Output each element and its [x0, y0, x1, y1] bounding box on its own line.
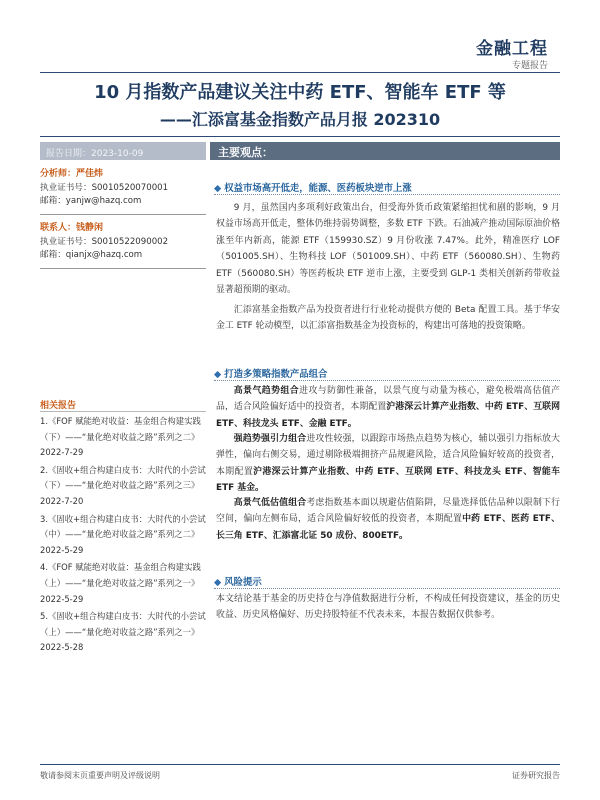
- related-report-item[interactable]: 3.《固收+组合构建白皮书：大时代的小尝试（中）——“量化绝对收益之路”系列之二》2022-5-29: [40, 513, 206, 555]
- portfolio-picks: 沪港深云计算产业指数、中药 ETF、互联网 ETF、科技龙头 ETF、智能车 ETF 基金。: [216, 466, 560, 494]
- footer-disclaimer: 敬请参阅末页重要声明及评级说明: [40, 771, 160, 780]
- related-divider: [40, 411, 206, 412]
- analyst-block: [40, 166, 206, 208]
- section-heading-market: ◆ 权益市场高开低走，能源、医药板块逆市上涨: [214, 183, 412, 194]
- analyst-license: 执业证书号：S0010520070001: [40, 183, 169, 193]
- related-report-item[interactable]: 1.《FOF 赋能绝对收益：基金组合构建实践（下）——“量化绝对收益之路”系列之二》2022-7-29: [40, 416, 201, 458]
- footer-label: 证券研究报告: [512, 771, 560, 780]
- section-divider: [214, 380, 560, 381]
- analyst-name: 分析师：严佳炜: [40, 169, 104, 179]
- report-title: 10 月指数产品建议关注中药 ETF、智能车 ETF 等: [94, 82, 506, 103]
- header-divider: [40, 72, 560, 73]
- related-report-item[interactable]: 2.《固收+组合构建白皮书：大时代的小尝试（下）——“量化绝对收益之路”系列之三》2022-7-20: [40, 464, 206, 506]
- related-report-item[interactable]: 4.《FOF 赋能绝对收益：基金组合构建实践（上）——“量化绝对收益之路”系列之一》2022-5-29: [40, 562, 201, 604]
- report-subtitle: ——汇添富基金指数产品月报 202310: [159, 110, 441, 129]
- side-divider: [40, 214, 206, 215]
- portfolio-value-paragraph: 高景气低估值组合考虑指数基本面以规避估值陷阱，尽量选择低估品种以限制下行空间，偏向左侧布局，适合风险偏好较低的投资者，本期配置中药 ETF、医药 ETF、长三角 ETF、汇添富北证 50 成份、800ETF。: [216, 498, 560, 541]
- footer-divider: [40, 764, 560, 765]
- product-intro-paragraph: 汇添富基金指数产品为投资者进行行业轮动提供方便的 Beta 配置工具。基于华安金工 ETF 轮动模型，以汇添富指数基金为投资标的，构建出可落地的投资策略。: [216, 305, 560, 332]
- market-summary-paragraph: 9 月，虽然国内多项利好政策出台，但受海外货币政策紧缩担忧和剧的影响，9 月权益市场高开低走，整体仍维持弱势调整，多数 ETF 下跌。石油减产推动国际原油价格涨至年内新高，能源 ETF（159930.SZ）9 月份收涨 7.47%。此外，精准医疗 LOF（501005.SH）、生物科技 LOF（501009.SH）、中药 ETF（560080.SH）、生物药 ETF（560080.SH）等医药板块 ETF 逆市上涨，主要受到 GLP-1 类相关创新药带收益显著超预期的驱动。: [216, 203, 560, 296]
- risk-disclaimer-paragraph: 本文结论基于基金的历史持仓与净值数据进行分析，不构成任何投资建议，基金的历史收益、历史风格偏好、历史持股特征不代表未来，本报告数据仅供参考。: [216, 594, 560, 621]
- section-heading-portfolio: ◆ 打造多策略指数产品组合: [214, 369, 328, 380]
- portfolio-name: 强趋势强引力组合: [233, 434, 307, 444]
- portfolio-name: 高景气趋势组合: [233, 386, 300, 396]
- portfolio-strong-trend-paragraph: 强趋势强引力组合进攻性较强，以跟踪市场热点趋势为核心，辅以强引力指标放大弹性，偏向右侧交易，通过剔除极端拥挤产品规避风险，适合风险偏好较高的投资者，本期配置沪港深云计算产业指数、中药 ETF、互联网 ETF、科技龙头 ETF、智能车 ETF 基金。: [216, 434, 560, 494]
- arrow-icon: ◆: [214, 577, 222, 588]
- arrow-icon: ◆: [214, 183, 222, 194]
- portfolio-trend-paragraph: 高景气趋势组合进攻与防御性兼备，以景气度与动量为核心，避免极端高估值产品，适合风险偏好适中的投资者，本期配置沪港深云计算产业指数、中药 ETF、互联网 ETF、科技龙头 ETF、金融 ETF。: [216, 386, 561, 429]
- related-report-item[interactable]: 5.《固收+组合构建白皮书：大时代的小尝试（上）——“量化绝对收益之路”系列之一》2022-5-28: [40, 611, 206, 653]
- related-reports-title: 相关报告: [40, 401, 77, 411]
- key-points-heading: 主要观点：: [210, 142, 560, 160]
- side-divider: [40, 268, 206, 269]
- arrow-icon: ◆: [214, 369, 222, 380]
- contact-email[interactable]: 邮箱：qianjx@hazq.com: [40, 250, 143, 260]
- portfolio-picks: 沪港深云计算产业指数、中药 ETF、互联网 ETF、科技龙头 ETF、金融 ETF。: [216, 402, 560, 429]
- report-brand: 金融工程: [476, 39, 548, 59]
- title-divider: [40, 136, 560, 137]
- analyst-email[interactable]: 邮箱：yanjw@hazq.com: [40, 196, 142, 206]
- portfolio-name: 高景气低估值组合: [233, 498, 307, 508]
- report-type: 专题报告: [511, 61, 548, 71]
- section-heading-risk: ◆ 风险提示: [214, 577, 262, 588]
- contact-block: [40, 220, 206, 262]
- contact-name: 联系人：钱静闲: [40, 223, 104, 233]
- contact-license: 执业证书号：S0010522090002: [40, 237, 169, 247]
- portfolio-picks: 中药 ETF、医药 ETF、长三角 ETF、汇添富北证 50 成份、800ETF。: [216, 514, 560, 541]
- section-divider: [214, 194, 560, 195]
- report-date: 报告日期：2023-10-09: [40, 142, 206, 160]
- related-reports-list: [40, 414, 206, 658]
- section-divider: [214, 588, 560, 589]
